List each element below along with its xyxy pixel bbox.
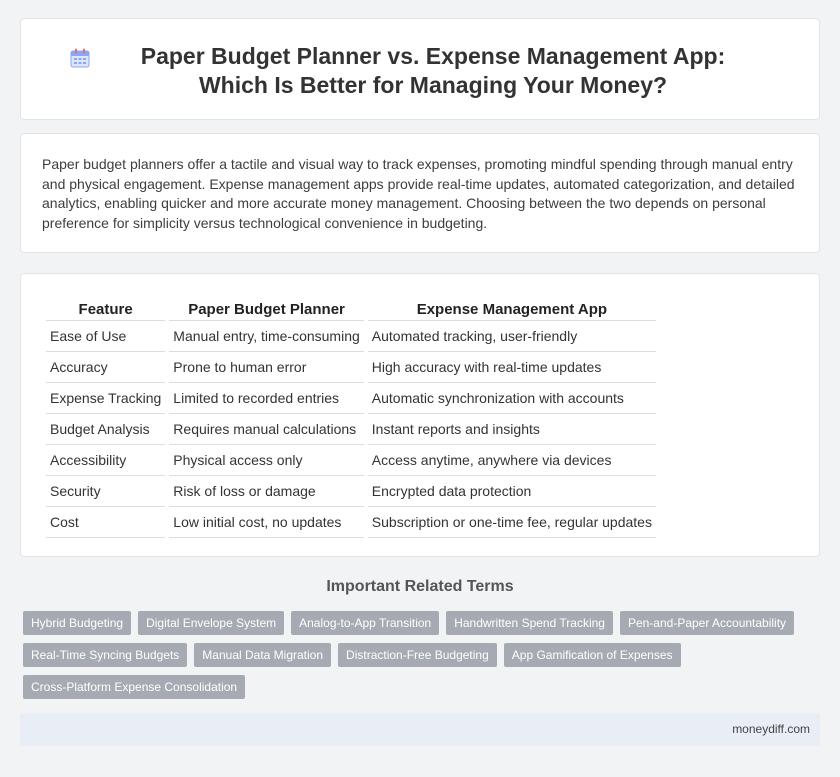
paper-cell: Limited to recorded entries: [169, 383, 363, 414]
feature-cell: Expense Tracking: [46, 383, 165, 414]
table-row: [46, 321, 656, 352]
paper-cell: Physical access only: [169, 445, 363, 476]
app-cell: Instant reports and insights: [368, 414, 656, 445]
intro-card: [20, 133, 820, 253]
app-cell: High accuracy with real-time updates: [368, 352, 656, 383]
feature-cell: Cost: [46, 507, 165, 538]
title-card: [20, 18, 820, 120]
related-term-tag[interactable]: Manual Data Migration: [194, 643, 331, 667]
feature-cell: Budget Analysis: [46, 414, 165, 445]
table-row: [46, 383, 656, 414]
app-cell: Access anytime, anywhere via devices: [368, 445, 656, 476]
table-row: [46, 414, 656, 445]
comparison-card: [20, 273, 820, 557]
related-term-tag[interactable]: Cross-Platform Expense Consolidation: [23, 675, 245, 699]
feature-cell: Security: [46, 476, 165, 507]
related-term-tag[interactable]: Analog-to-App Transition: [291, 611, 439, 635]
paper-cell: Prone to human error: [169, 352, 363, 383]
page-title: Paper Budget Planner vs. Expense Management App: Which Is Better for Managing Your Money?: [140, 43, 726, 98]
related-term-tag[interactable]: Hybrid Budgeting: [23, 611, 131, 635]
app-cell: Subscription or one-time fee, regular updates: [368, 507, 656, 538]
app-cell: Encrypted data protection: [368, 476, 656, 507]
related-terms-heading: Important Related Terms: [326, 578, 514, 595]
footer-site-link[interactable]: moneydiff.com: [732, 722, 810, 736]
feature-cell: Ease of Use: [46, 321, 165, 352]
column-header-paper: Paper Budget Planner: [169, 294, 363, 321]
app-cell: Automated tracking, user-friendly: [368, 321, 656, 352]
table-row: [46, 352, 656, 383]
related-term-tag[interactable]: Handwritten Spend Tracking: [446, 611, 613, 635]
column-header-app: Expense Management App: [368, 294, 656, 321]
intro-paragraph: Paper budget planners offer a tactile and visual way to track expenses, promoting mindful spending through manual entry and physical engagement. Expense management apps provide real-time updates, automated categorization, and detailed analytics, enabling quicker and more accurate money management. Choosing between the two depends on personal preference for simplicity versus technological convenience in budgeting.: [42, 156, 795, 231]
column-header-feature: Feature: [46, 294, 165, 321]
related-term-tag[interactable]: App Gamification of Expenses: [504, 643, 681, 667]
paper-cell: Risk of loss or damage: [169, 476, 363, 507]
feature-cell: Accuracy: [46, 352, 165, 383]
related-term-tag[interactable]: Pen-and-Paper Accountability: [620, 611, 794, 635]
feature-cell: Accessibility: [46, 445, 165, 476]
paper-cell: Requires manual calculations: [169, 414, 363, 445]
paper-cell: Low initial cost, no updates: [169, 507, 363, 538]
table-row: [46, 445, 656, 476]
footer-bar: [20, 713, 820, 746]
table-row: [46, 507, 656, 538]
related-term-tag[interactable]: Distraction-Free Budgeting: [338, 643, 497, 667]
related-terms-list: [23, 611, 803, 699]
related-term-tag[interactable]: Real-Time Syncing Budgets: [23, 643, 187, 667]
table-header-row: [46, 294, 656, 321]
related-term-tag[interactable]: Digital Envelope System: [138, 611, 284, 635]
app-cell: Automatic synchronization with accounts: [368, 383, 656, 414]
comparison-table: [42, 294, 660, 538]
paper-cell: Manual entry, time-consuming: [169, 321, 363, 352]
table-row: [46, 476, 656, 507]
